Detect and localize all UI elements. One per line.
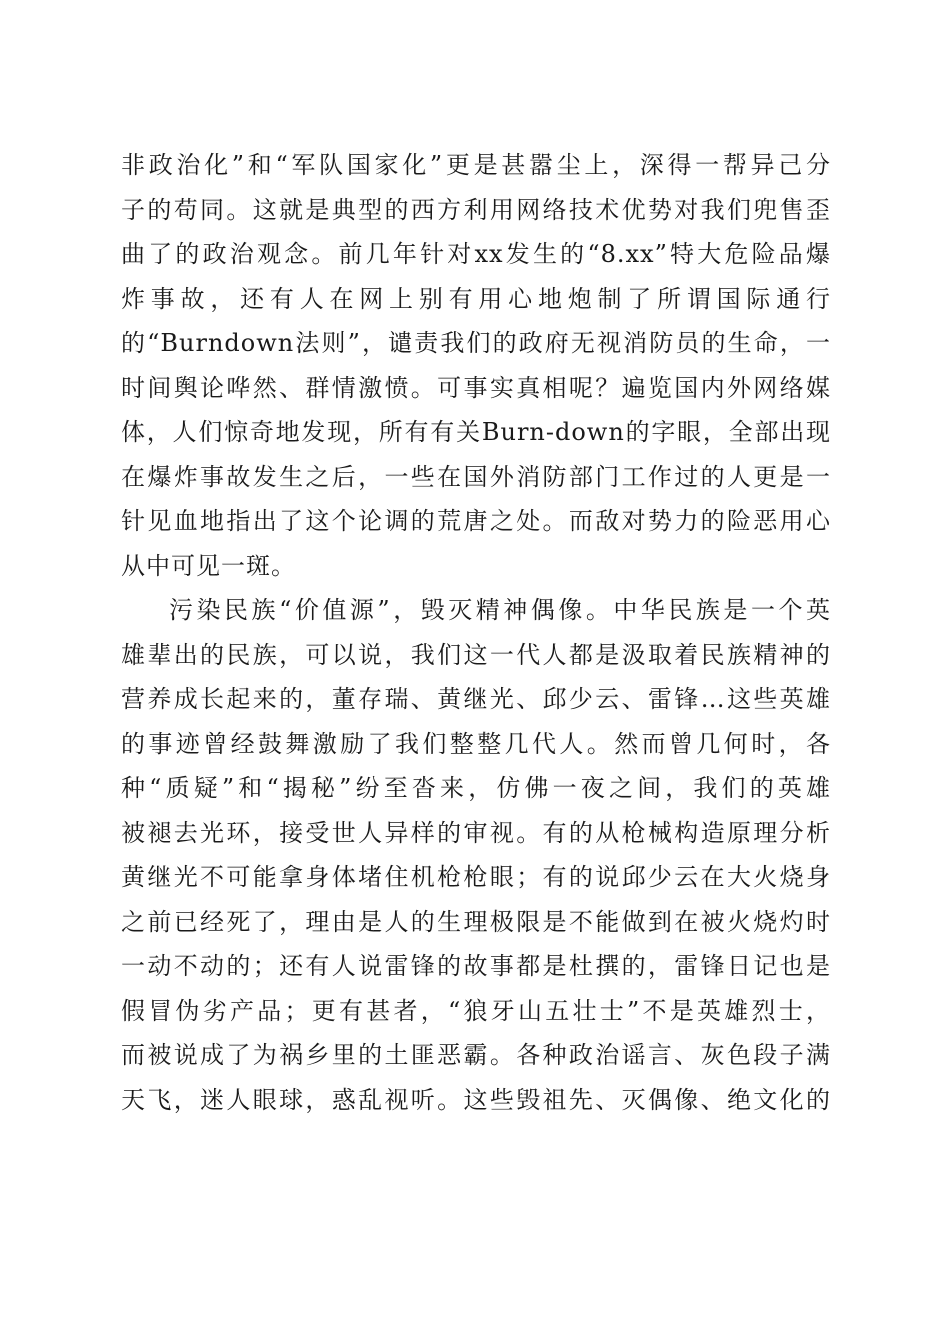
text-line: 雄辈出的民族，可以说，我们这一代人都是汲取着民族精神的 [121, 640, 831, 669]
text-line: 炸事故，还有人在网上别有用心地炮制了所谓国际通行 [121, 284, 831, 313]
text-line: 黄继光不可能拿身体堵住机枪枪眼；有的说邱少云在大火烧身 [121, 863, 831, 891]
text-line: 的事迹曾经鼓舞激励了我们整整几代人。然而曾几何时，各 [121, 729, 831, 758]
text-line: 的“Burndown法则”，谴责我们的政府无视消防员的生命，一 [121, 329, 831, 357]
text-line: 假冒伪劣产品；更有甚者，“狼牙山五壮士”不是英雄烈士， [121, 996, 831, 1025]
body-text [121, 143, 831, 1122]
text-line: 时间舆论哗然、群情激愤。可事实真相呢？遍览国内外网络媒 [121, 373, 831, 402]
text-line: 营养成长起来的，董存瑞、黄继光、邱少云、雷锋…这些英雄 [121, 685, 831, 713]
text-line: 从中可见一斑。 [121, 551, 296, 580]
text-line: 种“质疑”和“揭秘”纷至沓来，仿佛一夜之间，我们的英雄 [121, 774, 831, 802]
text-line: 被褪去光环，接受世人异样的审视。有的从枪械构造原理分析 [121, 818, 831, 847]
paragraph-1 [121, 143, 831, 588]
text-line: 污染民族“价值源”，毁灭精神偶像。中华民族是一个英 [169, 596, 831, 624]
text-line: 天飞，迷人眼球，惑乱视听。这些毁祖先、灭偶像、绝文化的 [121, 1085, 831, 1114]
text-line: 曲了的政治观念。前几年针对xx发生的“8.xx”特大危险品爆 [121, 240, 831, 268]
text-line: 子的苟同。这就是典型的西方利用网络技术优势对我们兜售歪 [121, 195, 831, 224]
paragraph-2 [121, 588, 831, 1122]
text-line: 一动不动的；还有人说雷锋的故事都是杜撰的，雷锋日记也是 [121, 952, 831, 980]
text-line: 在爆炸事故发生之后，一些在国外消防部门工作过的人更是一 [121, 462, 831, 491]
text-line: 针见血地指出了这个论调的荒唐之处。而敌对势力的险恶用心 [121, 507, 831, 535]
text-line: 之前已经死了，理由是人的生理极限是不能做到在被火烧灼时 [121, 907, 831, 936]
text-line: 非政治化”和“军队国家化”更是甚嚣尘上，深得一帮异己分 [121, 151, 831, 179]
text-line: 而被说成了为祸乡里的土匪恶霸。各种政治谣言、灰色段子满 [121, 1041, 831, 1069]
text-line: 体，人们惊奇地发现，所有有关Burn-down的字眼，全部出现 [121, 418, 831, 446]
